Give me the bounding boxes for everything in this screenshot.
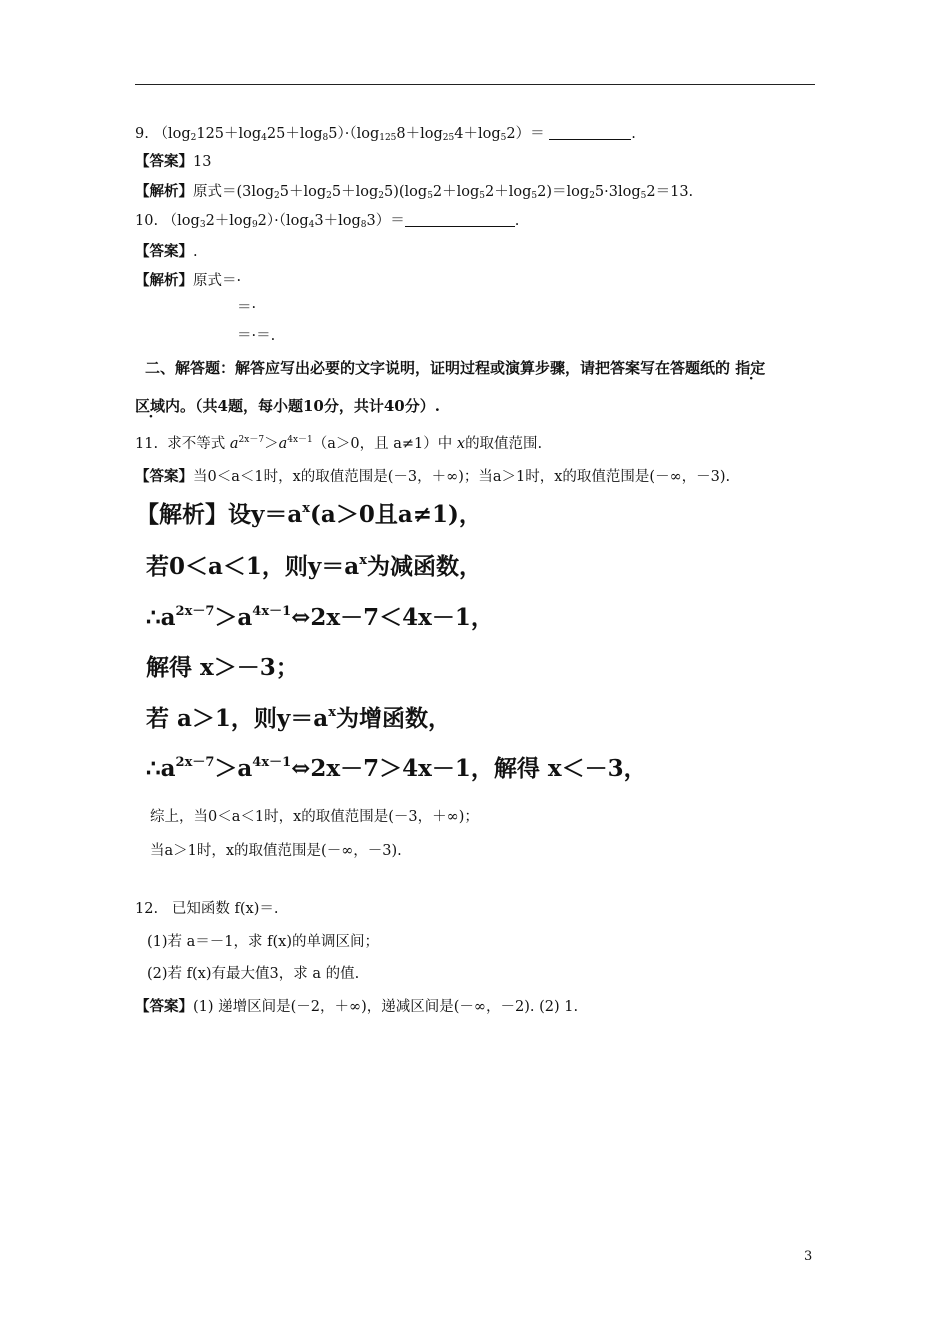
section-heading: 二、解答题：解答应写出必要的文字说明，证明过程或演算步骤，请把答案写在答题纸的 指定 xyxy=(145,359,766,377)
q11-answer: 【答案】当0＜a＜1时，x的取值范围是(－3，＋∞)；当a＞1时，x的取值范围是(－∞，－3). xyxy=(135,468,731,485)
q11-summary-2: 当a＞1时，x的取值范围是(－∞，－3). xyxy=(150,843,402,859)
q9-analysis: 【解析】原式$=(3\log_25+\log_25+\log_25)(\log_52+\log_52+\log_52)=\log_25\cdot 3\log_52=13$. xyxy=(135,183,694,201)
q10-analysis: 【解析】原式＝· xyxy=(135,272,242,289)
question-10: 10. $(\log_32+\log_92)\cdot(\log_43+\log_83)=$ . xyxy=(135,213,520,230)
q10-analysis-line2: ＝· xyxy=(237,300,257,316)
q10-answer: 【答案】. xyxy=(135,243,198,260)
analysis-line-2: 若0＜a＜1，则$y=a^x$为减函数， xyxy=(146,553,482,580)
emphasis-dotted-text: 指定 xyxy=(735,359,766,377)
q9-answer: 【答案】13 xyxy=(135,153,212,170)
analysis-line-3: $\therefore a^{2x-7}>a^{4x-1}\Leftrightarrow 2x-7<4x-1$， xyxy=(146,604,494,631)
q12-part-2: (2)若 f(x)有最大值3，求 a 的值. xyxy=(147,966,360,982)
analysis-line-4: 解得 x＞－3； xyxy=(146,654,299,681)
page-number: 3 xyxy=(804,1249,813,1264)
question-number: 10. xyxy=(135,213,159,229)
question-12: 12. 已知函数 f(x)＝. xyxy=(135,901,279,917)
q10-expression: $(\log_32+\log_92)\cdot(\log_43+\log_83)=$ xyxy=(162,213,405,230)
section-heading-line2: 区域内。（共4题，每小题10分，共计40分）. xyxy=(135,397,440,415)
question-number: 9. xyxy=(135,126,149,142)
q12-answer: 【答案】(1) 递增区间是(－2，＋∞)，递减区间是(－∞，－2). (2) 1. xyxy=(135,998,579,1015)
question-9: 9. $(\log_2125+\log_425+\log_85)\cdot(\log_{125}8+\log_{25}4+\log_52)=$ . xyxy=(135,126,636,143)
analysis-line-1: 【解析】设$y=a^x(a>0$且a≠1)， xyxy=(136,501,482,528)
header-rule xyxy=(135,84,815,85)
answer-blank xyxy=(549,125,631,140)
question-number: 11. xyxy=(135,436,159,452)
q11-summary-1: 综上，当0＜a＜1时，x的取值范围是(－3，＋∞)； xyxy=(150,809,479,825)
question-number: 12. xyxy=(135,901,159,917)
q9-expression: $(\log_2125+\log_425+\log_85)\cdot(\log_{125}8+\log_{25}4+\log_52)=$ xyxy=(153,126,545,143)
analysis-line-6: $\therefore a^{2x-7}>a^{4x-1}\Leftrightarrow 2x-7>4x-1$，解得 x＜－3， xyxy=(146,755,647,782)
question-11: 11. 求不等式 $a^{2x-7}>a^{4x-1}(a>0$，且 a≠1）中 x的取值范围. xyxy=(135,435,543,452)
answer-blank xyxy=(405,212,515,227)
q10-analysis-line3: ＝·＝. xyxy=(237,328,276,344)
analysis-line-5: 若 a＞1，则$y=a^x$为增函数， xyxy=(146,705,451,732)
q12-part-1: (1)若 a＝－1，求 f(x)的单调区间； xyxy=(147,934,379,950)
